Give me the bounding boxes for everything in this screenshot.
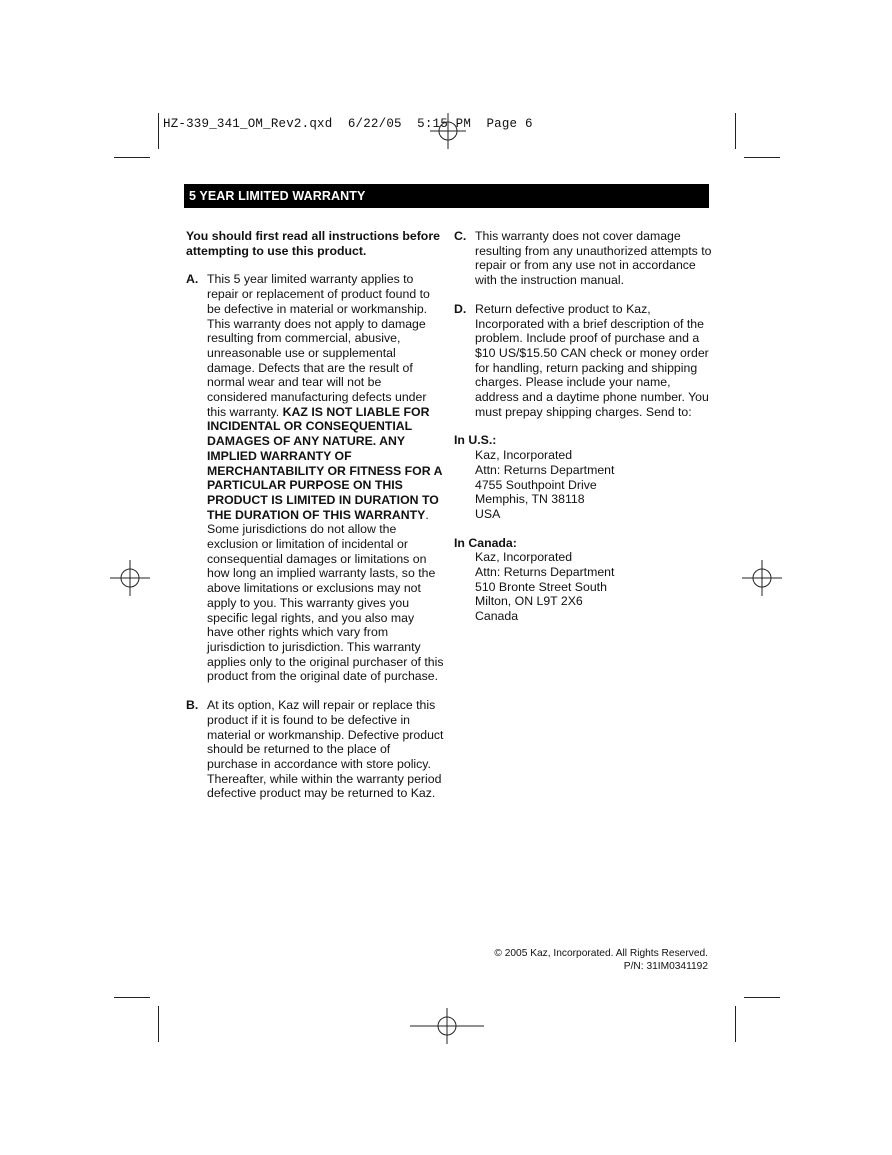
clause-text: Return defective product to Kaz, Incorporated with a brief description of the problem. Include proof of purchase and a $10 US/$15.50 CAN check or money order for handling, return packing and shipping charges. Please include your name, address and a daytime phone number. You must prepay shipping charges. Send to: [475,301,709,419]
clause-text: At its option, Kaz will repair or replace this product if it is found to be defective in material or workmanship. Defective product should be returned to the place of purchase in accordance with store policy. Thereafter, while within the warranty period defective product may be returned to Kaz. [207,698,444,801]
intro-notice: You should first read all instructions before attempting to use this product. [186,229,440,258]
crop-mark-bottom-right-horizontal [744,997,780,998]
address-us-title: In U.S.: [454,433,497,448]
address-line: Attn: Returns Department [475,565,615,580]
address-line: 4755 Southpoint Drive [475,477,597,492]
address-canada-title: In Canada: [454,535,517,550]
warranty-clause-c [454,229,714,288]
registration-mark-left-icon [110,560,150,596]
clause-body [207,272,444,684]
registration-mark-top-icon [430,113,466,149]
print-slug: HZ-339_341_OM_Rev2.qxd 6/22/05 5:15 PM Page 6 [163,117,533,131]
address-line: Memphis, TN 38118 [475,492,585,507]
address-line: Canada [475,609,519,624]
clause-text: This warranty does not cover damage resulting from any unauthorized attempts to repair or from any use not in accordance with the instruction manual. [475,229,712,288]
address-line: Kaz, Incorporated [475,448,573,463]
right-column [454,229,714,638]
address-line: 510 Bronte Street South [475,579,607,594]
crop-mark-bottom-right-vertical [735,1006,736,1042]
copyright-notice: © 2005 Kaz, Incorporated. All Rights Reserved. [494,948,708,959]
clause-letter: A. [186,272,199,287]
clause-letter: C. [454,229,467,243]
left-column [186,229,444,815]
section-header-bar [184,184,709,208]
crop-mark-top-left-horizontal [114,157,150,158]
clause-letter: B. [186,698,199,713]
clause-text: This 5 year limited warranty applies to repair or replacement of product found to be defective in material or workmanship. This warranty does not apply to damage resulting from commercial, abusive, unreasonable use or supplemental damage. Defects that are the result of normal wear and tear will not be considered manufacturing defects under this warranty. [207,272,430,419]
warranty-clause-d [454,302,714,420]
address-line: Milton, ON L9T 2X6 [475,594,583,609]
clause-text-disclaimer: KAZ IS NOT LIABLE FOR INCIDENTAL OR CONSEQUENTIAL DAMAGES OF ANY NATURE. ANY IMPLIED WARRANTY OF MERCHANTABILITY OR FITNESS FOR A PARTICULAR PURPOSE ON THIS PRODUCT IS LIMITED IN DURATION TO THE DURATION OF THIS WARRANTY [207,404,443,522]
registration-mark-bottom-icon [410,1008,484,1044]
clause-letter: D. [454,301,467,316]
warranty-clause-b [186,698,444,801]
address-line: Kaz, Incorporated [475,550,573,565]
crop-mark-top-left-vertical [158,113,159,149]
crop-mark-top-right-horizontal [744,157,780,158]
page-footer [494,948,708,973]
address-line: Attn: Returns Department [475,462,615,477]
warranty-clause-a [186,272,444,684]
part-number: P/N: 31IM0341192 [623,960,708,972]
registration-mark-right-icon [742,560,782,596]
address-us [454,448,714,522]
crop-mark-top-right-vertical [735,113,736,149]
crop-mark-bottom-left-horizontal [114,997,150,998]
address-line: USA [475,506,501,521]
section-title: 5 YEAR LIMITED WARRANTY [189,189,366,203]
address-canada [454,550,714,624]
crop-mark-bottom-left-vertical [158,1006,159,1042]
clause-text: . Some jurisdictions do not allow the exclusion or limitation of incidental or consequential damages or limitations on how long an implied warranty lasts, so the above limitations or exclusions may not apply to you. This warranty gives you specific legal rights, and you also may have other rights which vary from jurisdiction to jurisdiction. This warranty applies only to the original purchaser of this product from the original date of purchase. [207,507,444,684]
